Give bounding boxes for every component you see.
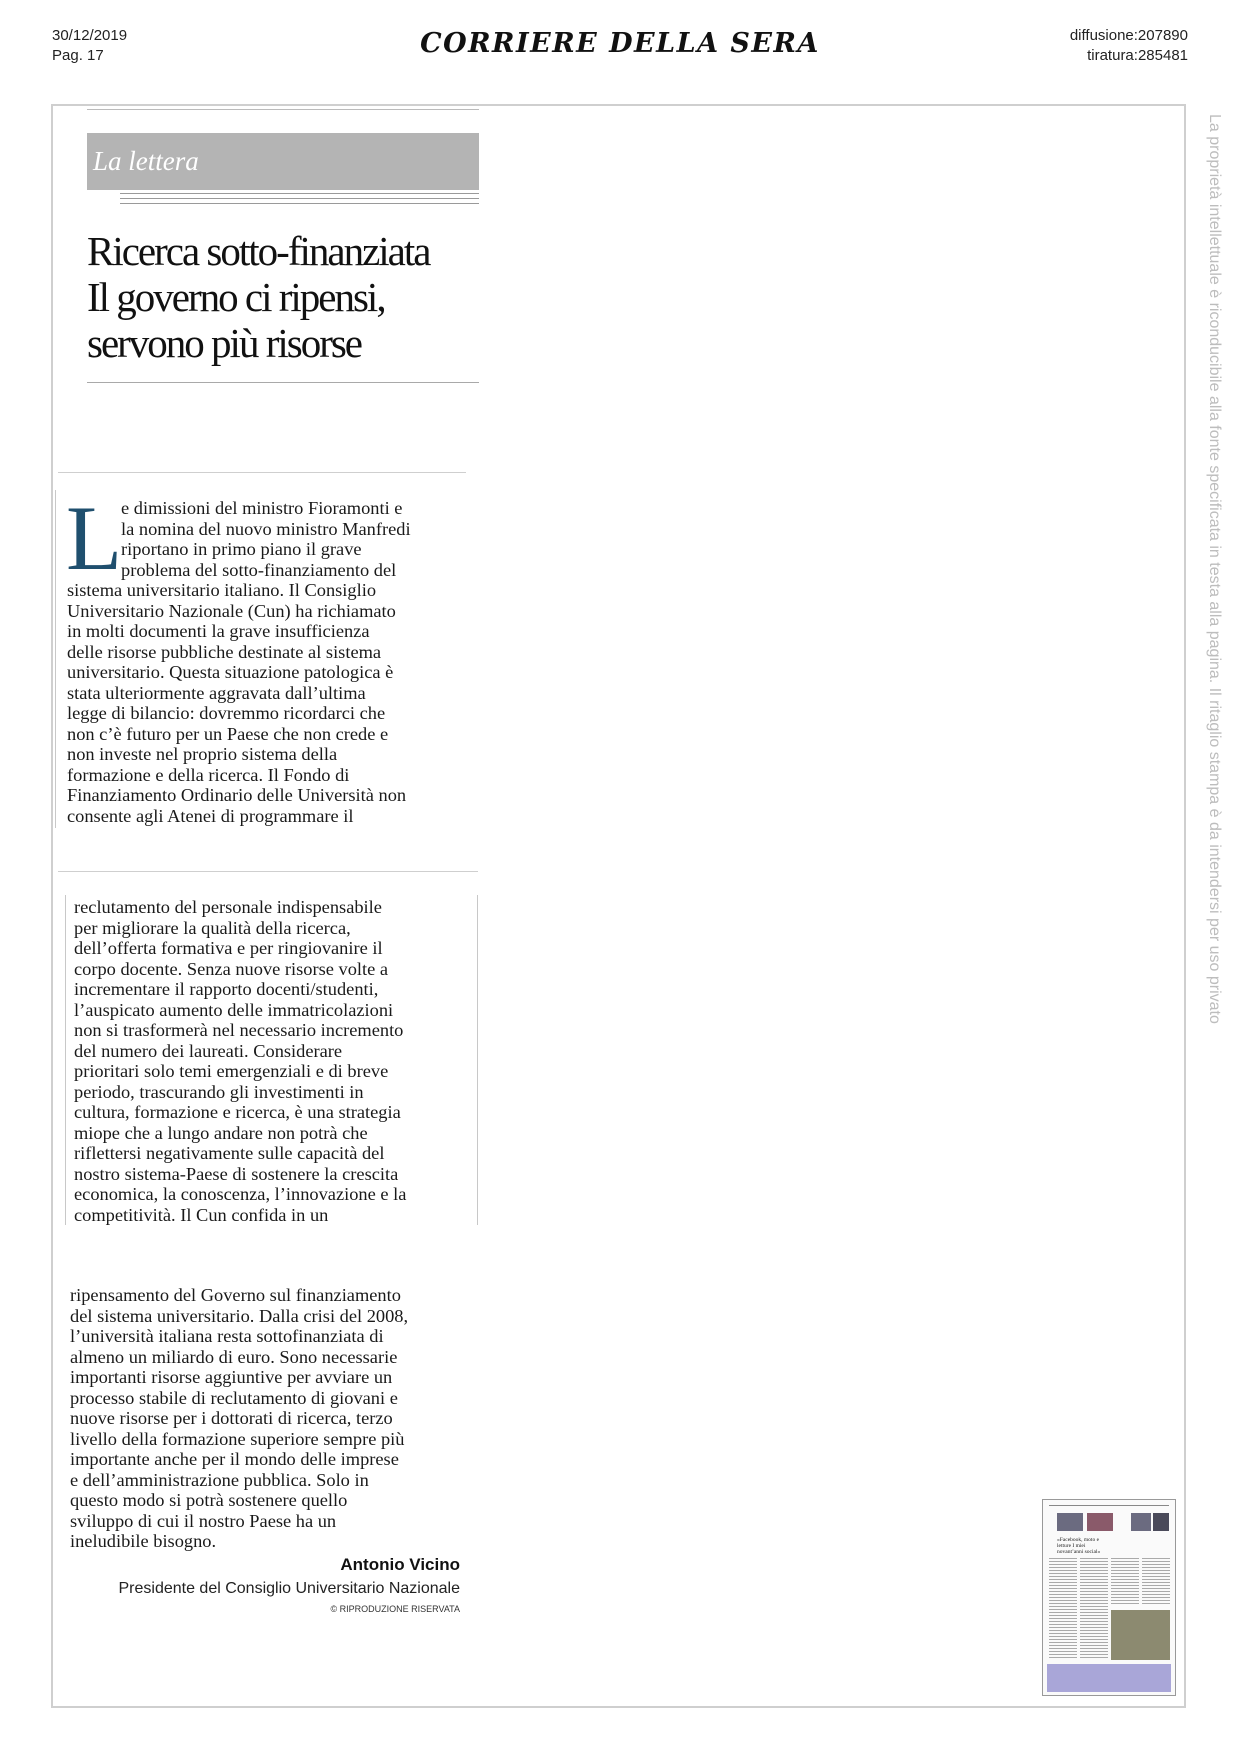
page-thumbnail <box>1042 1499 1176 1696</box>
thumbnail-photo <box>1057 1513 1083 1531</box>
copyright-notice: © RIPRODUZIONE RISERVATA <box>330 1604 460 1614</box>
headline <box>87 228 507 366</box>
thumbnail-title: «Facebook, moto e letture I miei novant’anni social» <box>1057 1537 1101 1555</box>
copyright-side-note: La proprietà intellettuale è riconducibile alla fonte specificata in testa alla pagina. Il ritaglio stampa è da intendersi per uso privato <box>1206 114 1223 1024</box>
body-column-1: sistema universitario italiano. Il Consiglio Universitario Nazionale (Cun) ha richiamato in molti documenti la grave insufficienza delle risorse pubbliche destinate al sistema universitario. Questa situazione patologica è stata ulteriormente aggravata dall’ultima legge di bilancio: dovremmo ricordarci che non c’è futuro per un Paese che non crede e non investe nel proprio sistema della formazione e della ricerca. Il Fondo di Finanziamento Ordinario delle Università non consente agli Atenei di programmare il <box>67 580 407 826</box>
kicker-top-rule <box>87 109 479 110</box>
masthead-logo: CORRIERE DELLA SERA <box>420 28 820 59</box>
thumbnail-photo <box>1153 1513 1169 1531</box>
headline-line: Il governo ci ripensi, <box>87 274 385 320</box>
thumbnail-photo <box>1131 1513 1151 1531</box>
issue-date: 30/12/2019 <box>52 27 128 44</box>
kicker-decorative-lines <box>120 193 479 208</box>
thumbnail-highlight-box <box>1047 1664 1171 1692</box>
headline-line: Ricerca sotto-finanziata <box>87 228 430 274</box>
kicker <box>87 133 479 190</box>
column-left-border <box>55 490 56 828</box>
drop-cap: L <box>66 487 123 589</box>
thumbnail-text-column <box>1080 1558 1108 1658</box>
body-column-3: ripensamento del Governo sul finanziamento del sistema universitario. Dalla crisi del 2008, l’università italiana resta sottofinanziata di almeno un miliardo di euro. Sono necessarie importanti risorse aggiuntive per avviare un processo stabile di reclutamento di giovani e nuove risorse per i dottorati di ricerca, terzo livello della formazione superiore sempre più importante anche per il mondo delle imprese e dell’amministrazione pubblica. Solo in questo modo si potrà sostenere quello sviluppo di cui il nostro Paese ha un ineludibile bisogno. <box>70 1285 409 1551</box>
diffusione: diffusione:207890 <box>1069 27 1188 44</box>
page-number: Pag. 17 <box>52 47 104 64</box>
thumbnail-photo <box>1111 1610 1170 1660</box>
signature-role: Presidente del Consiglio Universitario Nazionale <box>118 1580 460 1597</box>
thumbnail-text-column <box>1049 1558 1077 1658</box>
kicker-label: La lettera <box>93 146 199 176</box>
thumbnail-text-column <box>1111 1558 1139 1606</box>
thumbnail-text-column <box>1142 1558 1170 1606</box>
body-column-1-indented: e dimissioni del ministro Fioramonti e la nomina del nuovo ministro Manfredi riportano in primo piano il grave problema del sotto-finanziamento del <box>121 498 411 580</box>
headline-line: servono più risorse <box>87 320 362 366</box>
column-rule <box>58 472 466 473</box>
column-right-border <box>477 895 478 1225</box>
thumbnail-photo <box>1087 1513 1113 1531</box>
thumbnail-header-rule <box>1049 1505 1169 1506</box>
body-column-2: reclutamento del personale indispensabile per migliorare la qualità della ricerca, dell’offerta formativa e per ringiovanire il corpo docente. Senza nuove risorse volte a incrementare il rapporto docenti/studenti, l’auspicato aumento delle immatricolazioni non si trasformerà nel necessario incremento del numero dei laureati. Considerare prioritari solo temi emergenziali e di breve periodo, trascurando gli investimenti in cultura, formazione e ricerca, è una strategia miope che a lungo andare non potrà che riflettersi negativamente sulle capacità del nostro sistema-Paese di sostenere la crescita economica, la conoscenza, l’innovazione e la competitività. Il Cun confida in un <box>74 897 407 1225</box>
signature-name: Antonio Vicino <box>340 1555 460 1574</box>
header-right <box>1070 26 1188 66</box>
column-rule <box>58 871 478 872</box>
tiratura: tiratura:285481 <box>1087 47 1188 64</box>
column-left-border <box>65 895 66 1225</box>
headline-rule <box>87 382 479 383</box>
